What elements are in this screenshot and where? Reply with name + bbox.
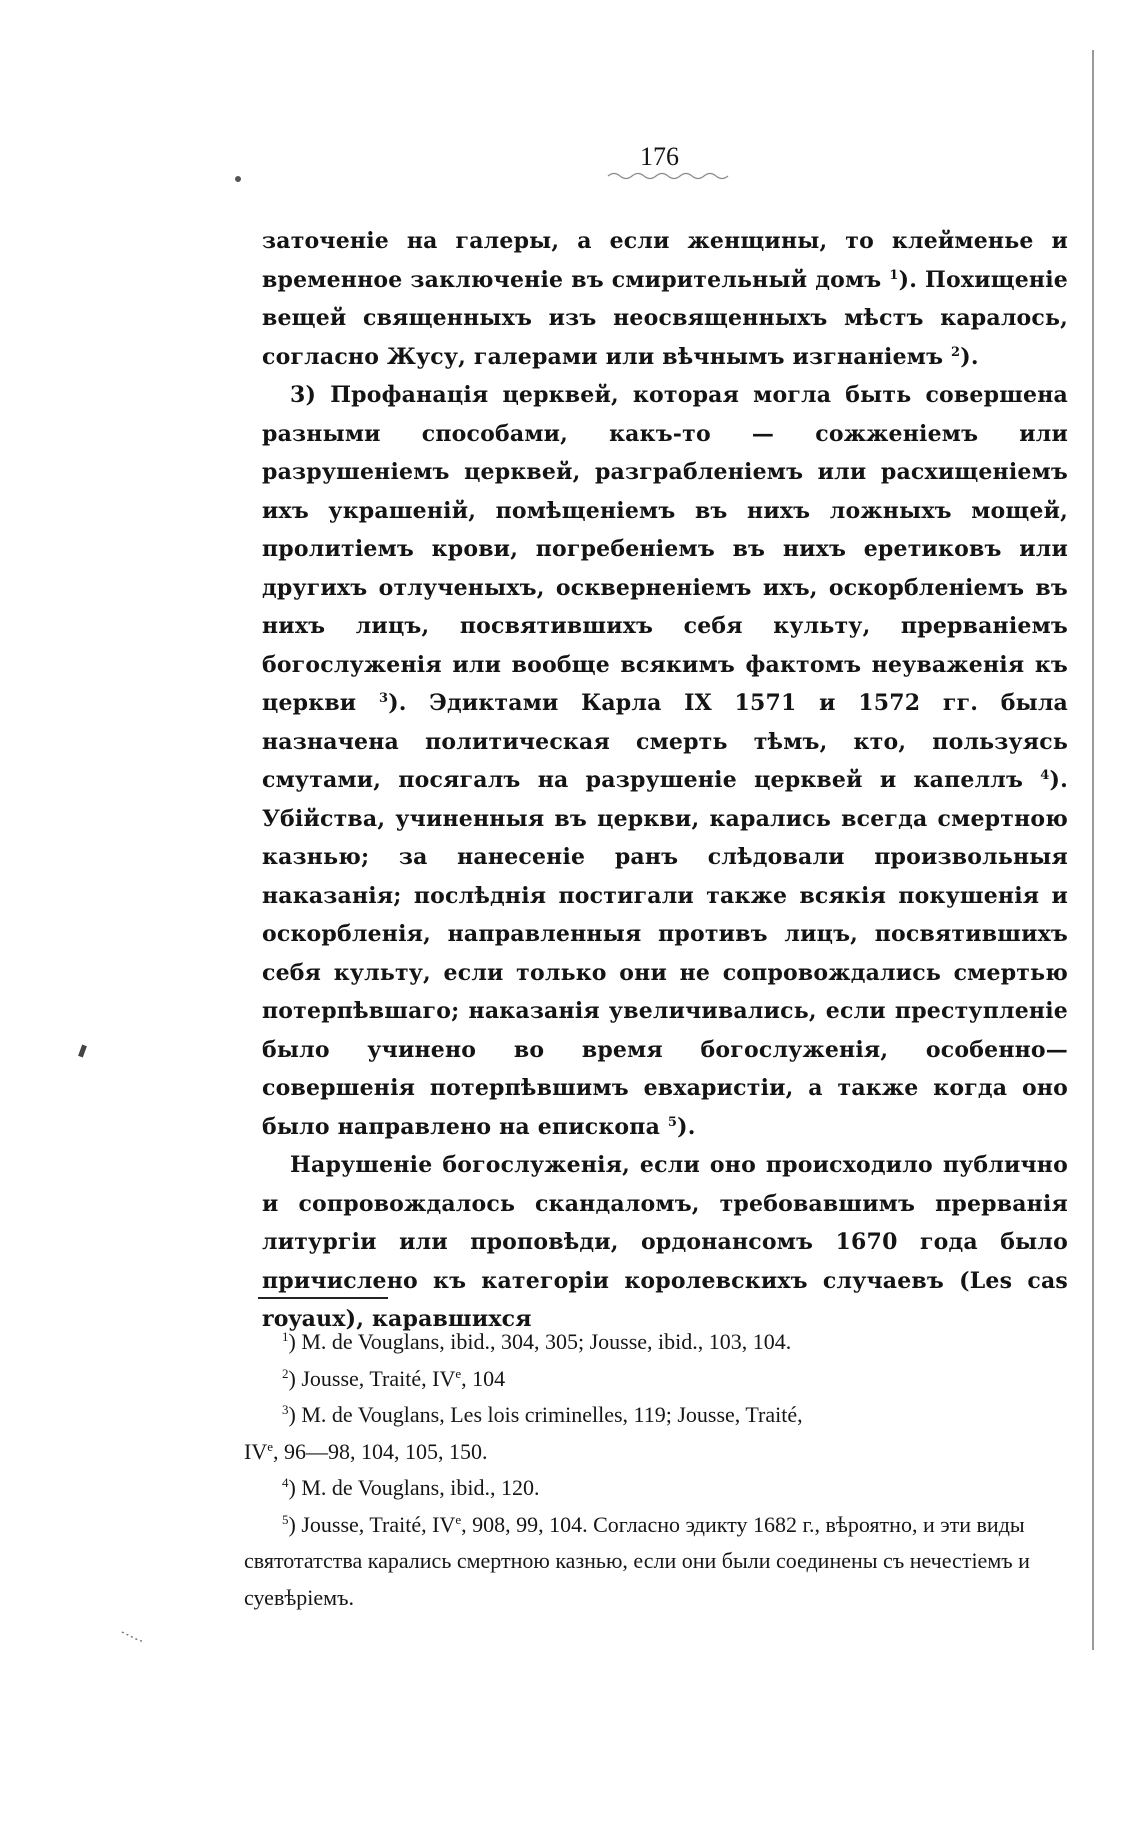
text-run: ). — [677, 1113, 696, 1140]
footnote-reference: 5 — [667, 1114, 678, 1130]
page-number: 176 — [640, 142, 679, 171]
footnote-text: IV — [244, 1438, 268, 1464]
footnote-text: ) M. de Vouglans, ibid., 120. — [288, 1475, 540, 1500]
footnote-3-continuation — [244, 1434, 1084, 1471]
footnote-marker: 5 — [282, 1511, 289, 1527]
body-text — [262, 222, 1068, 1339]
page-edge-line — [1092, 50, 1094, 1650]
footnote-reference: 2 — [951, 344, 961, 360]
footnote-3 — [244, 1397, 1084, 1434]
footnote-text-cont: , 908, 99, 104. Согласно эдикту 1682 г., вѣроятно, и эти виды святотатства карались смертною казнью, если они были соединены съ нечестіемъ и суевѣріемъ. — [244, 1511, 1030, 1610]
paragraph-3 — [262, 1146, 1068, 1339]
scan-speck — [235, 176, 241, 182]
footnote-reference: 1 — [889, 267, 899, 283]
footnote-text: ) Jousse, Traité, IV — [288, 1511, 456, 1537]
footnote-marker: 4 — [282, 1475, 289, 1490]
footnote-marker: 1 — [282, 1329, 289, 1344]
paragraph-1 — [262, 222, 1068, 376]
text-run: Нарушеніе богослуженія, если оно происходило публично и сопровождалось скандаломъ, требовавшимъ прерванія литургіи или проповѣди, ордонансомъ 1670 года было причислено къ категоріи королевскихъ случаевъ (Les cas royaux), каравшихся — [262, 1152, 1068, 1332]
footnote-reference: 4 — [1040, 768, 1050, 783]
footnote-superscript: e — [455, 1365, 462, 1381]
text-run: ). Убійства, учиненныя въ церкви, карались всегда смертною казнью; за нанесеніе ранъ слѣдовали произвольныя наказанія; послѣднія постигали также всякія покушенія и оскорбленія, направленныя противъ лицъ, посвятившихъ себя культу, если только они не сопровождались смертью потерпѣвшаго; наказанія увеличивались, если преступленіе было учинено во время богослуженія, особенно—совершенія потерпѣвшимъ евхаристіи, а также когда оно было направлено на епископа — [262, 767, 1068, 1140]
footnote-separator — [258, 1297, 388, 1299]
footnote-text: ) M. de Vouglans, ibid., 304, 305; Jousse, ibid., 103, 104. — [288, 1329, 792, 1354]
footnotes — [244, 1324, 1084, 1616]
footnote-text: ) Jousse, Traité, IV — [288, 1365, 456, 1391]
footnote-marker: 2 — [282, 1365, 289, 1381]
footnote-5 — [244, 1507, 1084, 1617]
footnote-2 — [244, 1361, 1084, 1398]
footnote-1 — [244, 1324, 1084, 1361]
text-run: 3) Профанація церквей, которая могла быть совершена разными способами, какъ-то — сожженіемъ или разрушеніемъ церквей, разграбленіемъ или расхищеніемъ ихъ украшеній, помѣщеніемъ въ нихъ ложныхъ мощей, пролитіемъ крови, погребеніемъ въ нихъ еретиковъ или другихъ отлученыхъ, оскверненіемъ ихъ, оскорбленіемъ въ нихъ лицъ, посвятившихъ себя культу, прерваніемъ богослуженія или вообще всякимъ фактомъ неуваженія къ церкви — [262, 382, 1068, 716]
text-run: ). — [960, 343, 979, 370]
footnote-text: ) M. de Vouglans, Les lois criminelles, 119; Jousse, Traité, — [288, 1402, 803, 1427]
footnote-text-cont: , 104 — [461, 1365, 506, 1391]
scan-speck — [120, 1630, 150, 1644]
footnote-reference: 3 — [378, 691, 389, 706]
scan-speck — [78, 1045, 87, 1058]
footnote-text-cont: , 96—98, 104, 105, 150. — [273, 1438, 488, 1464]
paragraph-2 — [262, 376, 1068, 1146]
footnote-superscript: e — [267, 1438, 273, 1454]
text-run: ). Эдиктами Карла IX 1571 и 1572 гг. была назначена политическая смерть тѣмъ, кто, пользуясь смутами, посягалъ на разрушеніе церквей и капеллъ — [262, 690, 1068, 793]
footnote-4 — [244, 1470, 1084, 1507]
text-run: ). Похищеніе вещей священныхъ изъ неосвященныхъ мѣстъ каралось, согласно Жусу, галерами или вѣчнымъ изгнаніемъ — [262, 266, 1068, 370]
text-run: заточеніе на галеры, а если женщины, то клейменье и временное заключеніе въ смирительный домъ — [262, 228, 1068, 293]
footnote-superscript: e — [455, 1511, 462, 1527]
page-number-flourish — [606, 170, 736, 180]
footnote-marker: 3 — [282, 1402, 289, 1417]
